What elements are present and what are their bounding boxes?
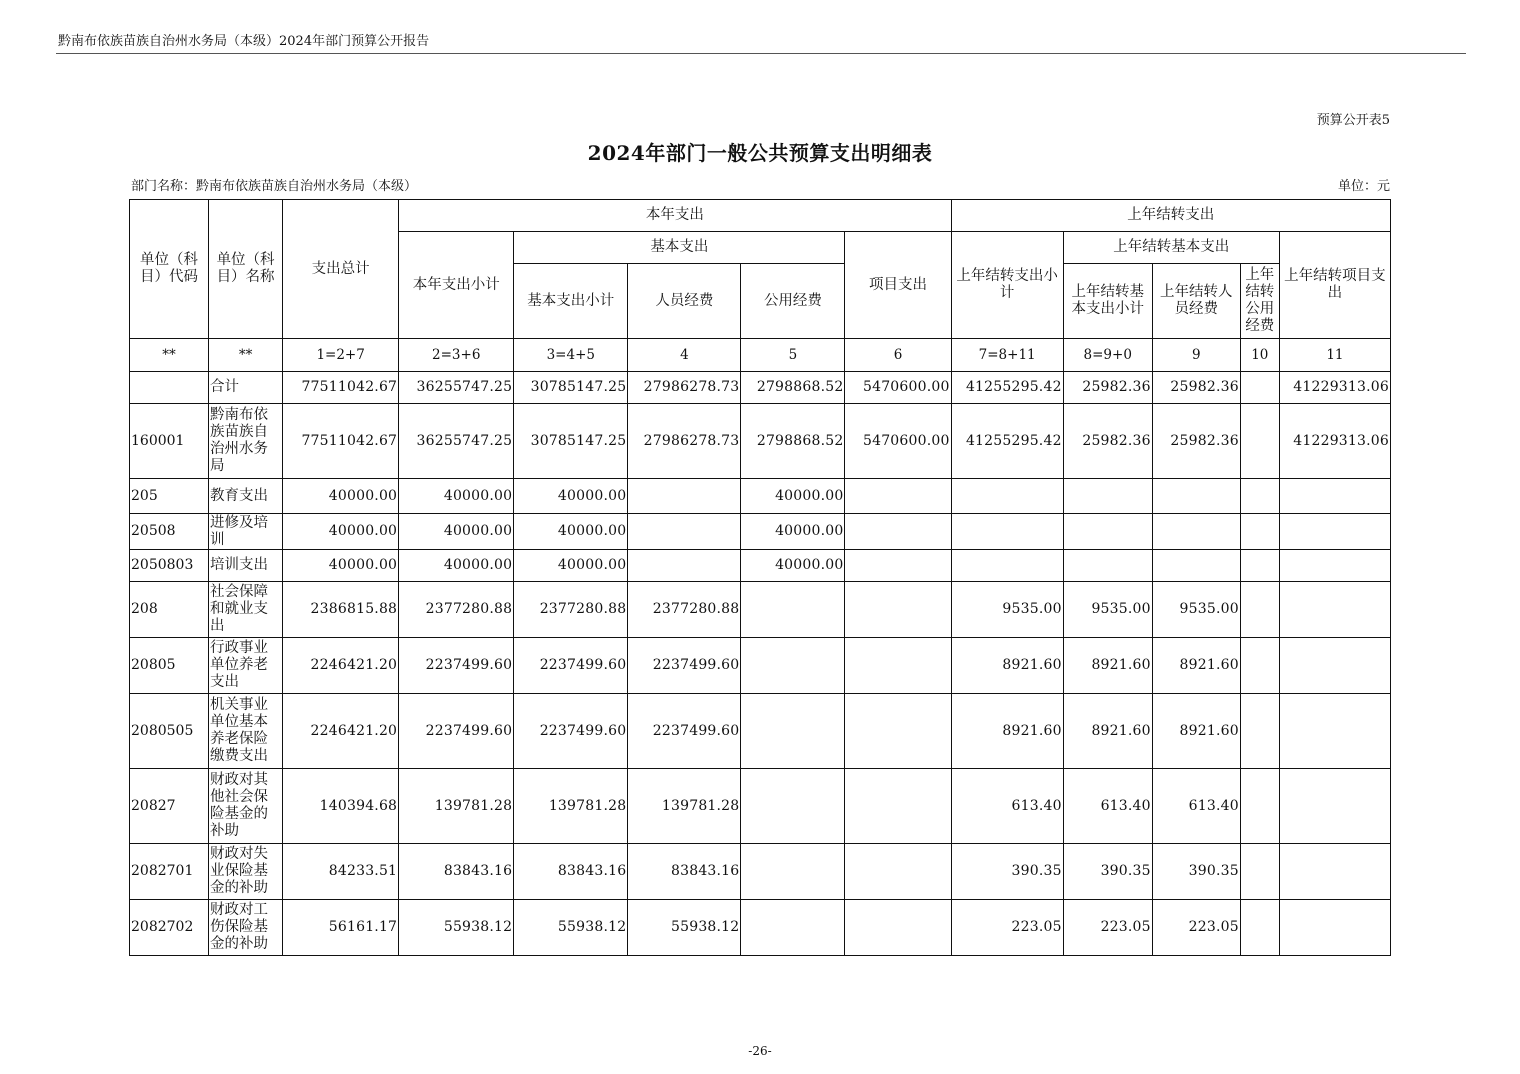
row-value-total: 140394.68 bbox=[283, 769, 399, 844]
row-value-cur: 83843.16 bbox=[399, 844, 514, 900]
row-value-cp: 8921.60 bbox=[1152, 638, 1240, 694]
row-value-cp: 25982.36 bbox=[1152, 404, 1240, 479]
row-value-cur: 2237499.60 bbox=[399, 638, 514, 694]
row-value-cpub bbox=[1240, 582, 1279, 638]
row-code: 2080505 bbox=[130, 694, 209, 769]
row-value-cproj: 41229313.06 bbox=[1279, 372, 1390, 404]
row-value-cpub bbox=[1240, 900, 1279, 956]
budget-table bbox=[129, 199, 1391, 956]
row-value-cpub bbox=[1240, 844, 1279, 900]
table-row bbox=[130, 638, 1391, 694]
row-value-pub bbox=[741, 900, 845, 956]
row-value-cpub bbox=[1240, 694, 1279, 769]
index-cell: 8=9+0 bbox=[1063, 339, 1152, 372]
table-title: 2024年部门一般公共预算支出明细表 bbox=[587, 141, 933, 165]
header-row-1 bbox=[130, 200, 1391, 232]
row-value-basic: 2237499.60 bbox=[514, 638, 628, 694]
table-row bbox=[130, 372, 1391, 404]
col-header-carry-subtotal: 上年结转支出小计 bbox=[951, 232, 1063, 339]
row-value-basic: 2377280.88 bbox=[514, 582, 628, 638]
index-cell: 4 bbox=[628, 339, 741, 372]
row-value-cproj bbox=[1279, 582, 1390, 638]
row-value-pub bbox=[741, 694, 845, 769]
row-value-proj: 5470600.00 bbox=[845, 404, 951, 479]
page-number: -26- bbox=[748, 1044, 772, 1058]
table-row bbox=[130, 844, 1391, 900]
row-value-total: 77511042.67 bbox=[283, 372, 399, 404]
row-value-pub: 2798868.52 bbox=[741, 404, 845, 479]
index-cell: 6 bbox=[845, 339, 951, 372]
col-header-current-subtotal: 本年支出小计 bbox=[399, 232, 514, 339]
row-value-cur: 40000.00 bbox=[399, 514, 514, 550]
row-value-basic: 83843.16 bbox=[514, 844, 628, 900]
row-value-cpub bbox=[1240, 638, 1279, 694]
index-cell: ** bbox=[130, 339, 209, 372]
row-name: 合计 bbox=[209, 372, 283, 404]
row-value-cur: 2237499.60 bbox=[399, 694, 514, 769]
row-value-cur: 36255747.25 bbox=[399, 372, 514, 404]
department-name: 部门名称：黔南布依族苗族自治州水务局（本级） bbox=[131, 179, 418, 194]
col-header-project: 项目支出 bbox=[845, 232, 951, 339]
row-value-cpub bbox=[1240, 550, 1279, 582]
row-name: 财政对工伤保险基金的补助 bbox=[209, 900, 283, 956]
row-code: 20508 bbox=[130, 514, 209, 550]
row-name: 教育支出 bbox=[209, 479, 283, 514]
row-value-cur: 55938.12 bbox=[399, 900, 514, 956]
row-value-basic: 139781.28 bbox=[514, 769, 628, 844]
col-header-basic: 基本支出 bbox=[514, 232, 845, 264]
row-value-basic: 40000.00 bbox=[514, 514, 628, 550]
row-value-cp bbox=[1152, 479, 1240, 514]
row-value-pers: 2237499.60 bbox=[628, 694, 741, 769]
row-value-basic: 40000.00 bbox=[514, 550, 628, 582]
col-header-carry: 上年结转支出 bbox=[951, 200, 1390, 232]
table-row bbox=[130, 694, 1391, 769]
row-name: 黔南布依族苗族自治州水务局 bbox=[209, 404, 283, 479]
row-value-cp bbox=[1152, 514, 1240, 550]
row-code: 205 bbox=[130, 479, 209, 514]
row-value-cproj bbox=[1279, 479, 1390, 514]
row-value-cb: 8921.60 bbox=[1063, 638, 1152, 694]
col-header-carry-public: 上年结转公用经费 bbox=[1240, 264, 1279, 339]
row-value-basic: 30785147.25 bbox=[514, 404, 628, 479]
row-code: 2082702 bbox=[130, 900, 209, 956]
row-value-carry: 9535.00 bbox=[951, 582, 1063, 638]
row-value-carry bbox=[951, 514, 1063, 550]
row-value-total: 77511042.67 bbox=[283, 404, 399, 479]
index-cell: 2=3+6 bbox=[399, 339, 514, 372]
row-value-total: 2246421.20 bbox=[283, 638, 399, 694]
row-value-proj bbox=[845, 638, 951, 694]
row-value-cb bbox=[1063, 479, 1152, 514]
row-code bbox=[130, 372, 209, 404]
row-value-cpub bbox=[1240, 514, 1279, 550]
row-value-cpub bbox=[1240, 479, 1279, 514]
row-value-total: 2386815.88 bbox=[283, 582, 399, 638]
row-code: 20827 bbox=[130, 769, 209, 844]
row-value-carry: 41255295.42 bbox=[951, 404, 1063, 479]
row-value-cpub bbox=[1240, 404, 1279, 479]
row-value-proj: 5470600.00 bbox=[845, 372, 951, 404]
row-value-cproj bbox=[1279, 638, 1390, 694]
col-header-carry-basic-subtotal: 上年结转基本支出小计 bbox=[1063, 264, 1152, 339]
index-row bbox=[130, 339, 1391, 372]
row-value-carry: 8921.60 bbox=[951, 694, 1063, 769]
header-divider bbox=[56, 53, 1466, 54]
row-value-total: 40000.00 bbox=[283, 514, 399, 550]
index-cell: 7=8+11 bbox=[951, 339, 1063, 372]
table-row bbox=[130, 479, 1391, 514]
row-value-basic: 55938.12 bbox=[514, 900, 628, 956]
row-value-carry: 8921.60 bbox=[951, 638, 1063, 694]
row-value-proj bbox=[845, 769, 951, 844]
row-code: 2082701 bbox=[130, 844, 209, 900]
row-code: 160001 bbox=[130, 404, 209, 479]
row-value-proj bbox=[845, 900, 951, 956]
row-value-proj bbox=[845, 514, 951, 550]
row-value-pub: 40000.00 bbox=[741, 514, 845, 550]
row-value-cproj bbox=[1279, 900, 1390, 956]
row-value-cp: 9535.00 bbox=[1152, 582, 1240, 638]
row-code: 2050803 bbox=[130, 550, 209, 582]
row-value-cur: 40000.00 bbox=[399, 550, 514, 582]
row-value-pers: 55938.12 bbox=[628, 900, 741, 956]
row-value-cp: 25982.36 bbox=[1152, 372, 1240, 404]
row-value-pers: 27986278.73 bbox=[628, 372, 741, 404]
col-header-carry-project: 上年结转项目支出 bbox=[1279, 232, 1390, 339]
col-header-basic-subtotal: 基本支出小计 bbox=[514, 264, 628, 339]
index-cell: 11 bbox=[1279, 339, 1390, 372]
row-value-cproj bbox=[1279, 769, 1390, 844]
row-value-cb: 613.40 bbox=[1063, 769, 1152, 844]
row-value-pub bbox=[741, 844, 845, 900]
col-header-current-year: 本年支出 bbox=[399, 200, 951, 232]
row-value-pub bbox=[741, 769, 845, 844]
index-cell: 1=2+7 bbox=[283, 339, 399, 372]
row-value-cp: 8921.60 bbox=[1152, 694, 1240, 769]
row-value-cur: 40000.00 bbox=[399, 479, 514, 514]
row-value-pers bbox=[628, 514, 741, 550]
row-value-proj bbox=[845, 550, 951, 582]
row-value-pers bbox=[628, 479, 741, 514]
index-cell: 3=4+5 bbox=[514, 339, 628, 372]
row-value-cproj bbox=[1279, 514, 1390, 550]
row-value-carry bbox=[951, 550, 1063, 582]
row-value-pub bbox=[741, 638, 845, 694]
col-header-carry-personnel: 上年结转人员经费 bbox=[1152, 264, 1240, 339]
table-row bbox=[130, 582, 1391, 638]
row-value-pub: 40000.00 bbox=[741, 550, 845, 582]
col-header-carry-basic: 上年结转基本支出 bbox=[1063, 232, 1279, 264]
row-value-cproj: 41229313.06 bbox=[1279, 404, 1390, 479]
row-name: 财政对其他社会保险基金的补助 bbox=[209, 769, 283, 844]
table-row bbox=[130, 550, 1391, 582]
table-row bbox=[130, 900, 1391, 956]
row-value-pub: 40000.00 bbox=[741, 479, 845, 514]
row-value-cp: 390.35 bbox=[1152, 844, 1240, 900]
row-value-cpub bbox=[1240, 372, 1279, 404]
page-header: 黔南布依族苗族自治州水务局（本级）2024年部门预算公开报告 bbox=[58, 34, 430, 49]
row-name: 进修及培训 bbox=[209, 514, 283, 550]
row-value-basic: 30785147.25 bbox=[514, 372, 628, 404]
row-value-pers: 139781.28 bbox=[628, 769, 741, 844]
row-name: 财政对失业保险基金的补助 bbox=[209, 844, 283, 900]
row-value-cb: 25982.36 bbox=[1063, 404, 1152, 479]
row-value-cb: 390.35 bbox=[1063, 844, 1152, 900]
index-cell: 10 bbox=[1240, 339, 1279, 372]
row-value-cb: 9535.00 bbox=[1063, 582, 1152, 638]
row-value-proj bbox=[845, 694, 951, 769]
row-value-total: 40000.00 bbox=[283, 550, 399, 582]
row-name: 培训支出 bbox=[209, 550, 283, 582]
row-value-cproj bbox=[1279, 694, 1390, 769]
row-value-cpub bbox=[1240, 769, 1279, 844]
row-name: 机关事业单位基本养老保险缴费支出 bbox=[209, 694, 283, 769]
row-value-proj bbox=[845, 844, 951, 900]
row-value-cproj bbox=[1279, 550, 1390, 582]
row-value-proj bbox=[845, 582, 951, 638]
row-value-cp bbox=[1152, 550, 1240, 582]
row-value-cb bbox=[1063, 550, 1152, 582]
index-cell: 9 bbox=[1152, 339, 1240, 372]
col-header-code: 单位（科目）代码 bbox=[130, 200, 209, 339]
row-value-cb: 25982.36 bbox=[1063, 372, 1152, 404]
table-row bbox=[130, 514, 1391, 550]
table-number: 预算公开表5 bbox=[1316, 113, 1390, 128]
row-value-pers: 2377280.88 bbox=[628, 582, 741, 638]
row-value-pub bbox=[741, 582, 845, 638]
row-value-pers: 2237499.60 bbox=[628, 638, 741, 694]
row-value-cb bbox=[1063, 514, 1152, 550]
row-value-basic: 2237499.60 bbox=[514, 694, 628, 769]
col-header-personnel: 人员经费 bbox=[628, 264, 741, 339]
unit-label: 单位：元 bbox=[1337, 179, 1390, 194]
row-value-carry bbox=[951, 479, 1063, 514]
row-value-basic: 40000.00 bbox=[514, 479, 628, 514]
table-row bbox=[130, 769, 1391, 844]
row-name: 行政事业单位养老支出 bbox=[209, 638, 283, 694]
row-value-carry: 223.05 bbox=[951, 900, 1063, 956]
row-value-carry: 390.35 bbox=[951, 844, 1063, 900]
col-header-public: 公用经费 bbox=[741, 264, 845, 339]
index-cell: 5 bbox=[741, 339, 845, 372]
row-value-pers: 27986278.73 bbox=[628, 404, 741, 479]
row-value-cp: 223.05 bbox=[1152, 900, 1240, 956]
row-value-cp: 613.40 bbox=[1152, 769, 1240, 844]
row-value-pers: 83843.16 bbox=[628, 844, 741, 900]
row-value-carry: 613.40 bbox=[951, 769, 1063, 844]
table-row bbox=[130, 404, 1391, 479]
row-value-pub: 2798868.52 bbox=[741, 372, 845, 404]
row-value-pers bbox=[628, 550, 741, 582]
row-value-cur: 2377280.88 bbox=[399, 582, 514, 638]
row-value-cproj bbox=[1279, 844, 1390, 900]
row-value-cb: 8921.60 bbox=[1063, 694, 1152, 769]
row-value-total: 2246421.20 bbox=[283, 694, 399, 769]
row-value-cur: 36255747.25 bbox=[399, 404, 514, 479]
row-value-total: 56161.17 bbox=[283, 900, 399, 956]
row-name: 社会保障和就业支出 bbox=[209, 582, 283, 638]
row-value-total: 40000.00 bbox=[283, 479, 399, 514]
row-value-total: 84233.51 bbox=[283, 844, 399, 900]
row-code: 208 bbox=[130, 582, 209, 638]
row-value-carry: 41255295.42 bbox=[951, 372, 1063, 404]
row-value-proj bbox=[845, 479, 951, 514]
index-cell: ** bbox=[209, 339, 283, 372]
row-value-cur: 139781.28 bbox=[399, 769, 514, 844]
col-header-name: 单位（科目）名称 bbox=[209, 200, 283, 339]
row-value-cb: 223.05 bbox=[1063, 900, 1152, 956]
row-code: 20805 bbox=[130, 638, 209, 694]
col-header-total: 支出总计 bbox=[283, 200, 399, 339]
